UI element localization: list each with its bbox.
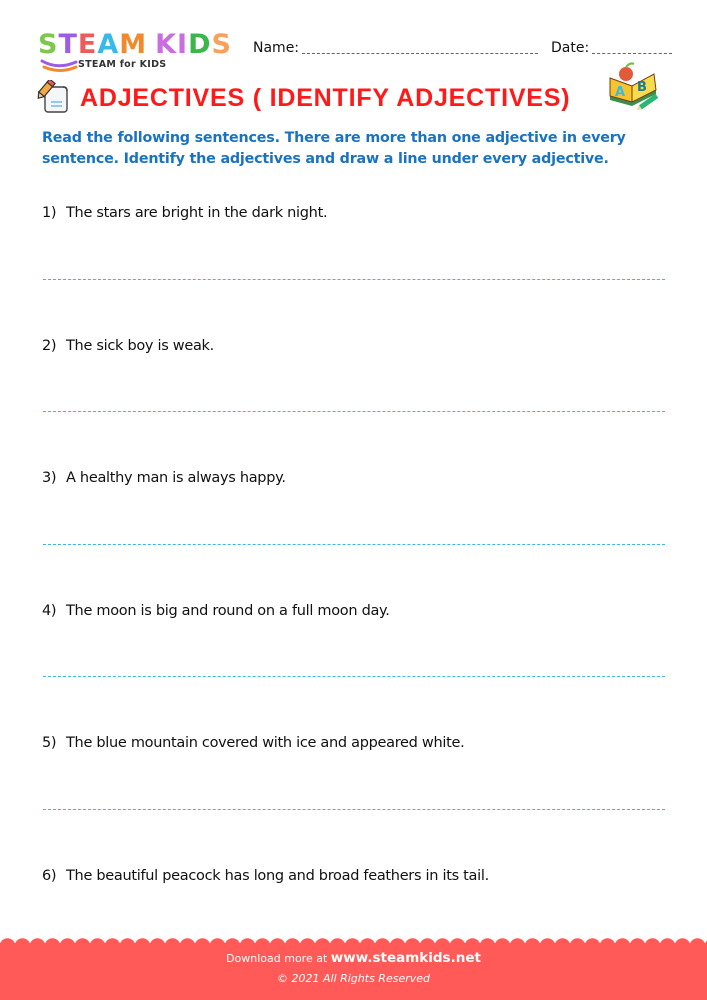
logo-letter: S [38, 29, 59, 60]
question-1 [42, 205, 327, 221]
logo-letter: M [119, 29, 148, 60]
date-label: Date: [551, 40, 590, 56]
answer-line-1[interactable] [43, 279, 665, 280]
question-text: The blue mountain covered with ice and appeared white. [66, 735, 465, 751]
question-6 [42, 868, 489, 884]
logo-letter: S [211, 29, 232, 60]
question-5 [42, 735, 464, 751]
logo-letter: D [188, 29, 212, 60]
question-text: The stars are bright in the dark night. [66, 205, 328, 221]
question-3 [42, 470, 286, 486]
question-number: 2) [42, 338, 57, 354]
worksheet-title: ADJECTIVES ( IDENTIFY ADJECTIVES) [80, 84, 571, 112]
logo-letter: I [177, 29, 189, 60]
website-link[interactable]: www.steamkids.net [330, 950, 481, 966]
logo-letter: A [97, 29, 120, 60]
logo-smile-icon [40, 58, 80, 74]
svg-text:A: A [615, 85, 626, 100]
question-number: 6) [42, 868, 57, 884]
name-field[interactable] [302, 53, 538, 54]
answer-line-3[interactable] [43, 544, 665, 545]
question-4 [42, 603, 390, 619]
footer-download [0, 950, 707, 966]
question-number: 4) [42, 603, 57, 619]
question-number: 5) [42, 735, 57, 751]
download-prefix: Download more at [226, 952, 328, 965]
answer-line-5[interactable] [43, 809, 665, 810]
answer-line-2[interactable] [43, 411, 665, 412]
question-2 [42, 338, 214, 354]
abc-book-icon [606, 60, 662, 112]
question-text: The sick boy is weak. [66, 338, 214, 354]
question-text: The beautiful peacock has long and broad feathers in its tail. [66, 868, 489, 884]
footer-copyright: © 2021 All Rights Reserved [276, 972, 430, 985]
question-number: 1) [42, 205, 57, 221]
question-text: The moon is big and round on a full moon day. [66, 603, 390, 619]
logo-letter: T [58, 29, 78, 60]
logo-tagline: STEAM for KIDS [78, 59, 167, 70]
answer-line-4[interactable] [43, 676, 665, 677]
steam-kids-logo [38, 30, 238, 75]
question-text: A healthy man is always happy. [66, 470, 286, 486]
date-field[interactable] [592, 53, 672, 54]
logo-letter: K [155, 29, 178, 60]
name-label: Name: [253, 40, 300, 56]
question-number: 3) [42, 470, 57, 486]
pencil-paper-icon [36, 80, 72, 116]
instructions: Read the following sentences. There are more than one adjective in every sentence. Identify the adjectives and draw a line under every adjective. [42, 130, 626, 167]
logo-letter: E [77, 29, 98, 60]
svg-text:B: B [637, 80, 647, 95]
logo-wordmark [38, 30, 232, 60]
